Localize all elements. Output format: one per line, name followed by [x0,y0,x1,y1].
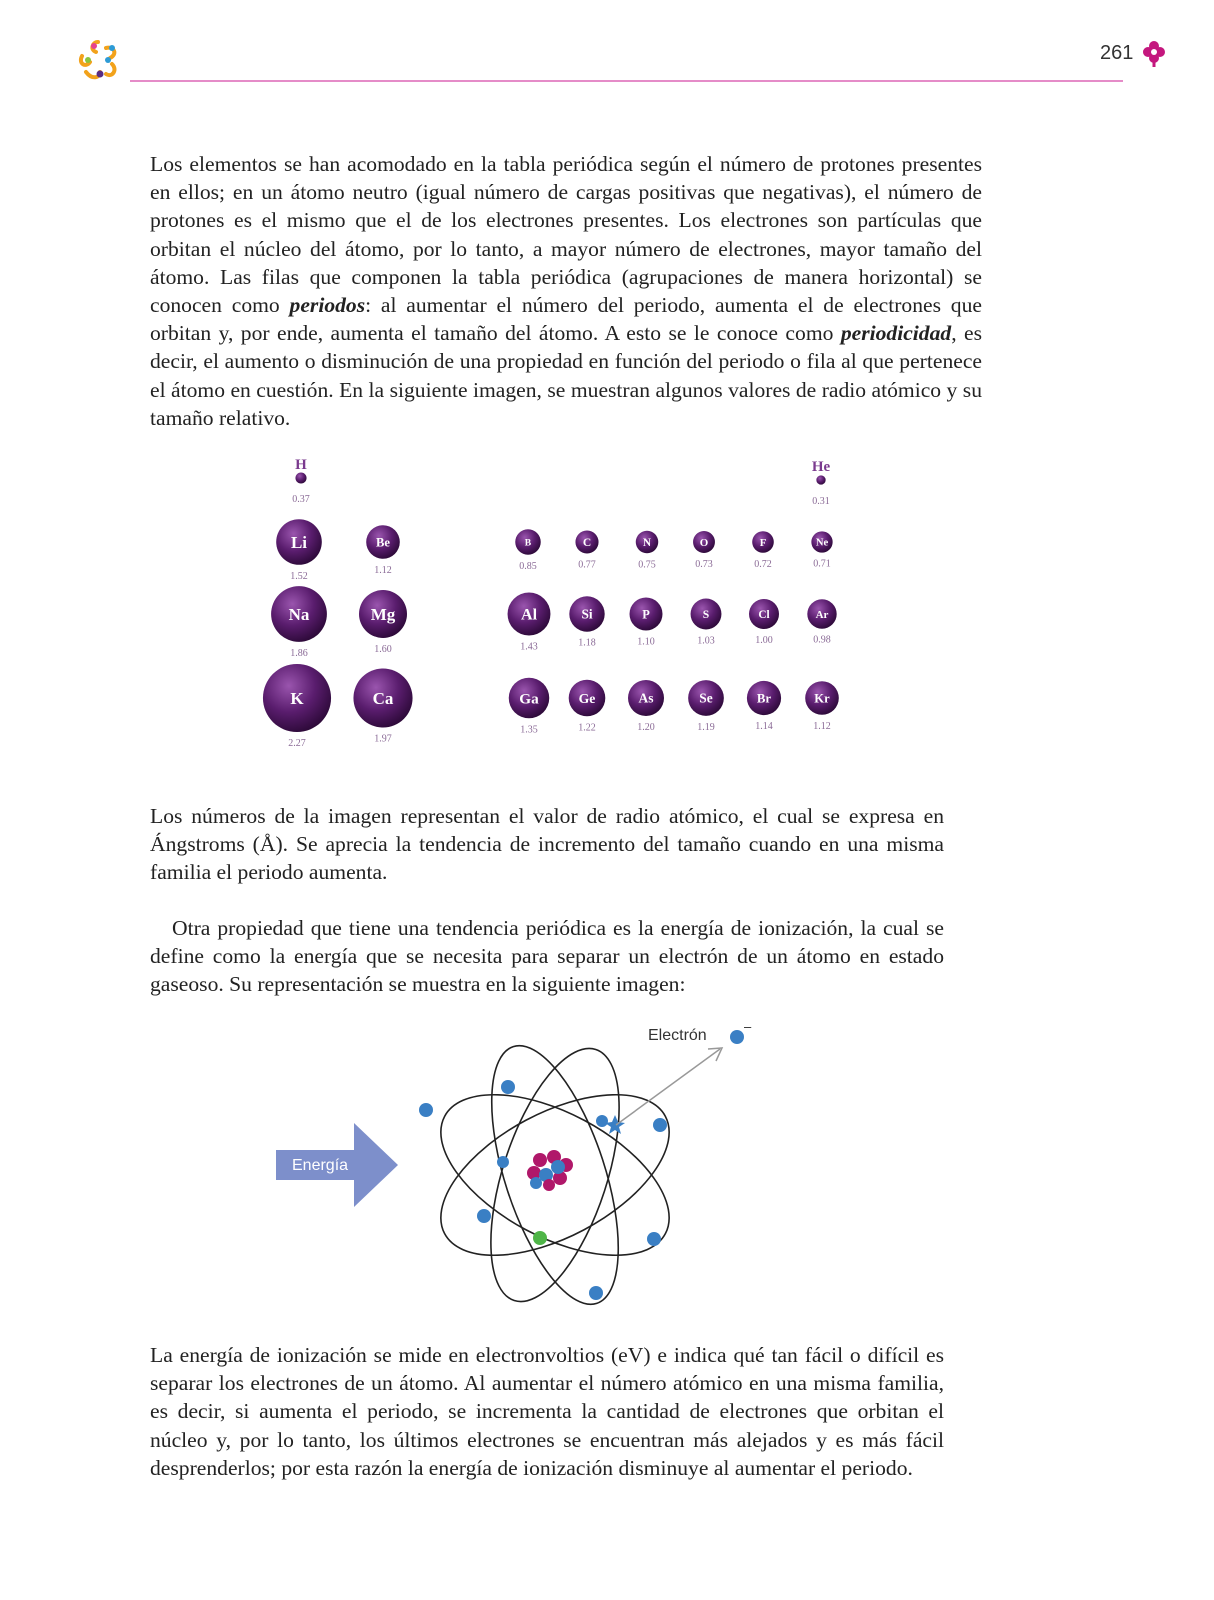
atom-radius-value-h: 0.37 [292,494,310,505]
atom-symbol-na: Na [288,604,310,624]
atom-radius-value-kr: 1.12 [813,720,831,732]
atom-symbol-ge: Ge [578,690,596,706]
atom-symbol-p: P [642,607,650,622]
atom-radius-value-he: 0.31 [812,496,830,507]
atom-symbol-kr: Kr [814,691,830,706]
atom-symbol-he: He [811,459,831,475]
atom-symbol-f: F [759,536,767,549]
atom-radius-value-ar: 0.98 [813,634,831,646]
atom-radius-value-o: 0.73 [695,558,713,570]
atom-symbol-se: Se [699,690,713,706]
paragraph-radius-explanation: Los números de la imagen representan el valor de radio atómico, el cual se expresa en Ángstroms (Å). Se aprecia la tendencia de incremento del tamaño cuando en una misma familia el periodo aumenta. [150,804,944,885]
paragraph-ionization-trend: La energía de ionización se mide en electronvoltios (eV) e indica qué tan fácil o difícil es separar los electrones de un átomo. Al aumentar el número atómico en una misma familia, es decir, si aumenta el periodo, se incrementa la cantidad de electrones que orbitan el núcleo y, por lo tanto, los últimos electrones se encuentran más alejados y es más fácil desprenderlos; por esta razón la energía de ionización disminuye al aumentar el periodo. [150,1343,944,1480]
atom-symbol-ar: Ar [815,608,829,621]
atom-symbol-li: Li [290,532,308,552]
atom-radius-value-si: 1.18 [578,637,596,649]
atom-radius-value-p: 1.10 [637,636,655,648]
atom-radius-value-cl: 1.00 [755,635,773,646]
atom-radius-value-ge: 1.22 [578,722,596,734]
atom-symbol-mg: Mg [370,604,396,624]
atom-sphere-he [816,475,825,484]
atom-radius-value-b: 0.85 [519,560,537,572]
atom-symbol-si: Si [581,606,593,622]
atom-symbol-k: K [290,688,304,708]
atom-radius-value-mg: 1.60 [374,644,392,655]
atom-symbol-o: O [699,536,709,549]
free-electron [730,1030,744,1044]
atom-radius-value-al: 1.43 [520,641,538,653]
atom-symbol-be: Be [376,535,390,550]
paragraph-periodicity: Los elementos se han acomodado en la tabla periódica según el número de protones presentes en ellos; en un átomo neutro (igual número de cargas positivas que negativas), el número de protones es el mismo que el de los electrones presentes. Los electrones son partículas que orbitan el núcleo del átomo, por lo tanto, a mayor número de electrones, mayor tamaño del átomo. Las filas que componen la tabla periódica (agrupaciones de manera horizontal) se conocen como periodos: al aumentar el número del periodo, aumenta el de electrones que orbitan y, por ende, aumenta el tamaño del átomo. A esto se le conoce como periodicidad, es decir, el aumento o disminución de una propiedad en función del periodo o fila al que pertenece el átomo en cuestión. En la siguiente imagen, se muestran algunos valores de radio atómico y su tamaño relativo. [150,152,982,430]
ejection-arrow-line [616,1049,720,1125]
atom-radius-value-n: 0.75 [638,559,656,571]
electron-charge-sign: – [744,1019,752,1034]
atom-radius-value-s: 1.03 [697,635,715,647]
atom-radius-value-be: 1.12 [374,564,392,576]
nucleus [527,1150,573,1191]
ejection-star-icon [605,1115,625,1134]
page-number: 261 [1100,42,1134,64]
atom-radius-value-br: 1.14 [755,721,773,733]
paragraph-ionization-definition: Otra propiedad que tiene una tendencia periódica es la energía de ionización, la cual se define como la energía que se necesita para separar un electrón de un átomo en estado gaseoso. Su representación se muestra en la siguiente imagen: [150,916,944,997]
atom-symbol-s: S [702,608,710,622]
publisher-logo-icon [72,34,124,86]
electron-label: Electrón [648,1027,707,1044]
atom-symbol-al: Al [520,606,538,624]
atom-symbol-ca: Ca [372,688,394,708]
atom-symbol-cl: Cl [758,608,770,621]
energy-label: Energía [292,1157,349,1174]
header-rule [130,80,1123,82]
atom-symbol-h: H [295,457,307,473]
atomic-radius-figure [255,450,875,770]
flower-ornament-icon [1140,38,1168,68]
atom-symbol-as: As [638,690,654,706]
atom-sphere-h [295,472,306,483]
atom-radius-value-f: 0.72 [754,558,772,570]
atom-radius-value-se: 1.19 [697,721,715,733]
atom-radius-value-ca: 1.97 [374,733,392,745]
atom-symbol-ne: Ne [815,537,829,549]
atom-radius-value-as: 1.20 [637,722,655,733]
atom-radius-value-ga: 1.35 [520,724,538,736]
atom-radius-value-na: 1.86 [290,647,308,659]
atom-symbol-c: C [582,536,592,550]
atom-radius-value-li: 1.52 [290,570,308,582]
atom-symbol-ga: Ga [519,690,539,708]
atom-symbol-b: B [524,537,532,549]
atom-radius-value-ne: 0.71 [813,558,831,570]
ionization-energy-figure [270,1015,790,1315]
atom-symbol-br: Br [756,691,772,706]
atom-radius-value-k: 2.27 [288,738,306,750]
atom-symbol-n: N [642,536,652,549]
atom-radius-value-c: 0.77 [578,559,596,571]
